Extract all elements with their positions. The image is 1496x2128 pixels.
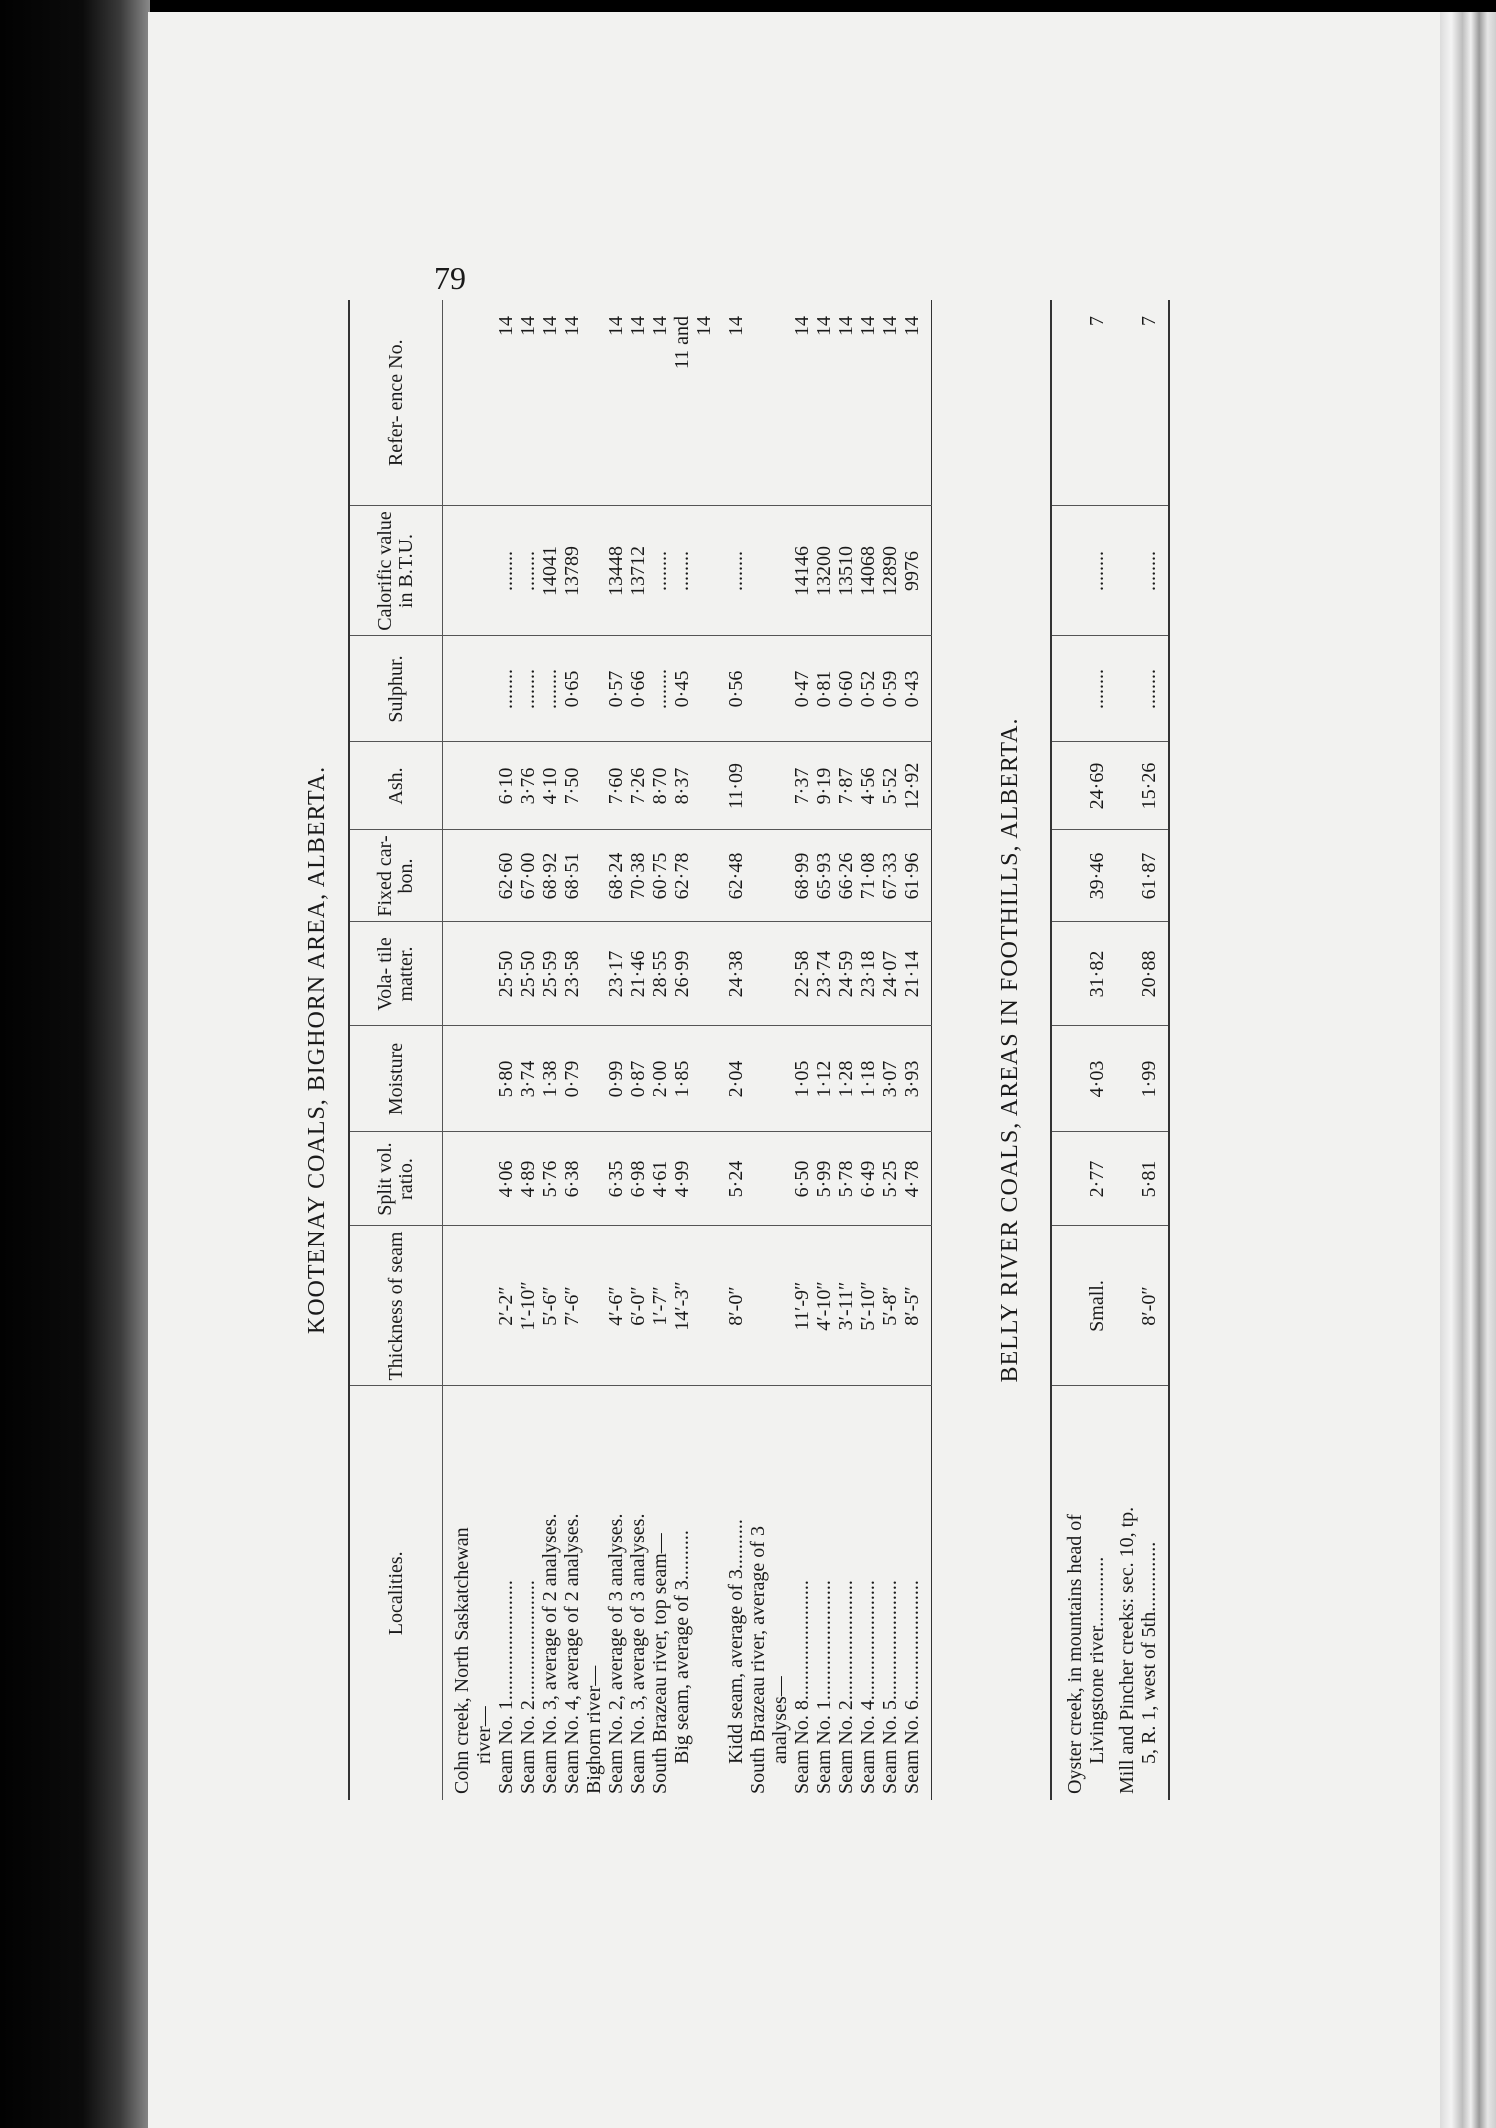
cell-split-vol-ratio	[747, 1132, 769, 1226]
cell-thickness: 2′-2″	[495, 1226, 517, 1386]
cell-locality: Mill and Pincher creeks: sec. 10, tp.	[1116, 1386, 1138, 1800]
cell-ash: 4·10	[539, 742, 561, 830]
cell-split-vol-ratio: 4·99	[671, 1132, 693, 1226]
cell-fixed-carbon: 61·96	[901, 830, 932, 922]
cell-split-vol-ratio	[473, 1132, 495, 1226]
cell-reference-no: 14	[835, 316, 857, 336]
belly-river-table-body	[1051, 300, 1169, 1800]
cell-locality: Livingstone river..............	[1086, 1386, 1116, 1800]
cell-split-vol-ratio	[693, 1132, 725, 1226]
cell-volatile-matter: 26·99	[671, 922, 693, 1026]
table-row	[747, 300, 769, 1800]
table-row	[791, 300, 813, 1800]
cell-volatile-matter: 25·50	[495, 922, 517, 1026]
cell-ash: 8·70	[649, 742, 671, 830]
cell-thickness: 11′-9″	[791, 1226, 813, 1386]
cell-split-vol-ratio: 6·50	[791, 1132, 813, 1226]
cell-sulphur: ........	[649, 636, 671, 742]
cell-sulphur	[747, 636, 769, 742]
cell-locality: Seam No. 4, average of 2 analyses.	[561, 1386, 583, 1800]
table-row	[583, 300, 605, 1800]
cell-thickness	[747, 1226, 769, 1386]
table-row	[495, 300, 517, 1800]
cell-calorific-value: ........	[649, 506, 671, 636]
cell-locality: Seam No. 8........................	[791, 1386, 813, 1800]
table-row	[605, 300, 627, 1800]
cell-volatile-matter: 23·74	[813, 922, 835, 1026]
cell-reference-no: 14	[791, 316, 813, 336]
cell-volatile-matter: 22·58	[791, 922, 813, 1026]
cell-sulphur	[1116, 636, 1138, 742]
table-row	[1086, 300, 1116, 1800]
cell-locality: Seam No. 5........................	[879, 1386, 901, 1800]
cell-sulphur: 0·45	[671, 636, 693, 742]
cell-reference-no: 14	[649, 316, 671, 336]
cell-volatile-matter	[473, 922, 495, 1026]
cell-split-vol-ratio: 2·77	[1086, 1132, 1116, 1226]
table-row	[1116, 300, 1138, 1800]
cell-split-vol-ratio: 6·35	[605, 1132, 627, 1226]
cell-calorific-value: 13510	[835, 506, 857, 636]
cell-calorific-value: 13448	[605, 506, 627, 636]
cell-ash: 7·60	[605, 742, 627, 830]
rotated-content	[300, 260, 1160, 1800]
cell-ash: 24·69	[1086, 742, 1116, 830]
cell-ash: 7·26	[627, 742, 649, 830]
cell-reference-no	[443, 300, 474, 506]
cell-moisture: 1·05	[791, 1026, 813, 1132]
header-localities: Localities.	[349, 1386, 443, 1800]
cell-reference-no: 14	[813, 316, 835, 336]
header-split-vol-ratio: Split vol. ratio.	[349, 1132, 443, 1226]
cell-volatile-matter: 31·82	[1086, 922, 1116, 1026]
cell-locality: Seam No. 1........................	[495, 1386, 517, 1800]
cell-calorific-value	[443, 506, 474, 636]
cell-fixed-carbon: 71·08	[857, 830, 879, 922]
cell-thickness	[443, 1226, 474, 1386]
cell-calorific-value: 14068	[857, 506, 879, 636]
cell-volatile-matter: 28·55	[649, 922, 671, 1026]
cell-locality: Seam No. 6........................	[901, 1386, 932, 1800]
cell-locality: Seam No. 2........................	[517, 1386, 539, 1800]
cell-reference-no: 14	[517, 316, 539, 336]
cell-sulphur: 0·81	[813, 636, 835, 742]
cell-calorific-value: 9976	[901, 506, 932, 636]
cell-ash: 8·37	[671, 742, 693, 830]
table-row	[649, 300, 671, 1800]
cell-split-vol-ratio: 6·49	[857, 1132, 879, 1226]
cell-fixed-carbon: 62·60	[495, 830, 517, 922]
cell-reference-no: 14	[879, 316, 901, 336]
cell-ash: 5·52	[879, 742, 901, 830]
cell-locality: Seam No. 2........................	[835, 1386, 857, 1800]
section-title-belly-river: BELLY RIVER COALS, AREAS IN FOOTHILLS, ALBERTA.	[997, 717, 1023, 1383]
header-thickness: Thickness of seam	[349, 1226, 443, 1386]
cell-moisture	[443, 1026, 474, 1132]
cell-locality: Oyster creek, in mountains head of	[1051, 1386, 1086, 1800]
table-header-row	[349, 300, 443, 1800]
cell-split-vol-ratio: 5·99	[813, 1132, 835, 1226]
cell-sulphur: 0·59	[879, 636, 901, 742]
cell-split-vol-ratio: 5·81	[1138, 1132, 1169, 1226]
table-row	[835, 300, 857, 1800]
cell-volatile-matter	[769, 922, 791, 1026]
cell-split-vol-ratio	[583, 1132, 605, 1226]
cell-locality: Bighorn river—	[583, 1386, 605, 1800]
cell-sulphur: ........	[539, 636, 561, 742]
table-row	[879, 300, 901, 1800]
cell-volatile-matter: 25·59	[539, 922, 561, 1026]
cell-calorific-value: 13789	[561, 506, 583, 636]
cell-moisture: 3·74	[517, 1026, 539, 1132]
cell-ash: 7·50	[561, 742, 583, 830]
cell-fixed-carbon: 68·51	[561, 830, 583, 922]
table-row	[769, 300, 791, 1800]
cell-sulphur: ........	[495, 636, 517, 742]
table-row	[517, 300, 539, 1800]
cell-sulphur	[583, 636, 605, 742]
cell-ash: 9·19	[813, 742, 835, 830]
cell-fixed-carbon: 39·46	[1086, 830, 1116, 922]
cell-sulphur	[1051, 636, 1086, 742]
cell-reference-no: 14	[901, 316, 923, 336]
cell-volatile-matter	[443, 922, 474, 1026]
cell-calorific-value: 13200	[813, 506, 835, 636]
cell-calorific-value	[747, 506, 769, 636]
cell-thickness: 5′-8″	[879, 1226, 901, 1386]
cell-sulphur	[443, 636, 474, 742]
cell-ash	[1051, 742, 1086, 830]
cell-split-vol-ratio: 5·78	[835, 1132, 857, 1226]
book-spine	[0, 0, 150, 2128]
cell-ash	[473, 742, 495, 830]
cell-calorific-value: ........	[1138, 506, 1169, 636]
cell-fixed-carbon: 65·93	[813, 830, 835, 922]
cell-sulphur: 0·56	[725, 636, 747, 742]
cell-sulphur: 0·57	[605, 636, 627, 742]
cell-volatile-matter	[693, 922, 725, 1026]
cell-locality: Seam No. 1........................	[813, 1386, 835, 1800]
cell-fixed-carbon: 67·33	[879, 830, 901, 922]
cell-volatile-matter: 23·18	[857, 922, 879, 1026]
cell-sulphur: 0·47	[791, 636, 813, 742]
cell-thickness: 1′-7″	[649, 1226, 671, 1386]
cell-moisture: 1·85	[671, 1026, 693, 1132]
cell-reference-no: 14	[627, 316, 649, 336]
cell-fixed-carbon: 70·38	[627, 830, 649, 922]
cell-ash: 12·92	[901, 742, 932, 830]
cell-reference-no: 14	[561, 316, 583, 336]
cell-sulphur: 0·52	[857, 636, 879, 742]
belly-river-coals-table	[1050, 300, 1170, 1800]
cell-thickness: 6′-0″	[627, 1226, 649, 1386]
cell-thickness: 5′-10″	[857, 1226, 879, 1386]
cell-locality: Big seam, average of 3..........	[671, 1386, 693, 1800]
cell-ash: 4·56	[857, 742, 879, 830]
cell-split-vol-ratio	[769, 1132, 791, 1226]
cell-ash	[747, 742, 769, 830]
cell-reference-no	[769, 300, 791, 506]
cell-thickness: 4′-10″	[813, 1226, 835, 1386]
cell-fixed-carbon: 61·87	[1138, 830, 1169, 922]
cell-calorific-value: ........	[1086, 506, 1116, 636]
table-row	[813, 300, 835, 1800]
cell-thickness: 8′-0″	[725, 1226, 747, 1386]
table-row	[671, 300, 693, 1800]
cell-calorific-value: ........	[725, 506, 747, 636]
cell-sulphur: 0·43	[901, 636, 932, 742]
cell-moisture	[693, 1026, 725, 1132]
cell-volatile-matter	[1116, 922, 1138, 1026]
cell-thickness: 8′-0″	[1138, 1226, 1169, 1386]
cell-sulphur	[473, 636, 495, 742]
table-row	[1138, 300, 1169, 1800]
cell-split-vol-ratio: 4·78	[901, 1132, 932, 1226]
cell-split-vol-ratio	[443, 1132, 474, 1226]
cell-calorific-value: ........	[517, 506, 539, 636]
cell-moisture: 0·87	[627, 1026, 649, 1132]
cell-moisture	[747, 1026, 769, 1132]
cell-volatile-matter: 21·14	[901, 922, 932, 1026]
cell-thickness	[473, 1226, 495, 1386]
header-ash: Ash.	[349, 742, 443, 830]
cell-locality: Seam No. 4........................	[857, 1386, 879, 1800]
cell-split-vol-ratio: 4·06	[495, 1132, 517, 1226]
cell-volatile-matter: 20·88	[1138, 922, 1169, 1026]
cell-volatile-matter: 24·59	[835, 922, 857, 1026]
cell-fixed-carbon	[583, 830, 605, 922]
cell-reference-no: 14	[539, 316, 561, 336]
cell-moisture: 4·03	[1086, 1026, 1116, 1132]
cell-split-vol-ratio	[1051, 1132, 1086, 1226]
cell-reference-no: 14	[693, 316, 715, 336]
cell-thickness: 4′-6″	[605, 1226, 627, 1386]
cell-calorific-value	[769, 506, 791, 636]
cell-calorific-value: ........	[671, 506, 693, 636]
cell-thickness: Small.	[1086, 1226, 1116, 1386]
cell-locality: river—	[473, 1386, 495, 1800]
header-calorific-value: Calorific value in B.T.U.	[349, 506, 443, 636]
cell-locality: South Brazeau river, top seam—	[649, 1386, 671, 1800]
cell-reference-no: 14	[605, 316, 627, 336]
cell-fixed-carbon	[473, 830, 495, 922]
cell-sulphur	[693, 636, 725, 742]
cell-reference-no	[1051, 300, 1086, 506]
cell-thickness: 3′-11″	[835, 1226, 857, 1386]
cell-locality: Kidd seam, average of 3..........	[725, 1386, 747, 1800]
cell-ash	[443, 742, 474, 830]
cell-calorific-value	[1051, 506, 1086, 636]
cell-fixed-carbon	[693, 830, 725, 922]
cell-reference-no	[1116, 300, 1138, 506]
cell-moisture	[1051, 1026, 1086, 1132]
cell-fixed-carbon: 66·26	[835, 830, 857, 922]
cell-moisture: 1·12	[813, 1026, 835, 1132]
cell-split-vol-ratio: 6·98	[627, 1132, 649, 1226]
cell-locality	[693, 1386, 725, 1800]
cell-locality: Cohn creek, North Saskatchewan	[443, 1386, 474, 1800]
table-row	[725, 300, 747, 1800]
cell-reference-no: 14	[725, 316, 747, 336]
table-row	[443, 300, 474, 1800]
cell-fixed-carbon	[1116, 830, 1138, 922]
header-moisture: Moisture	[349, 1026, 443, 1132]
table-row	[693, 300, 725, 1800]
cell-reference-no: 11 and	[671, 316, 693, 370]
cell-calorific-value: 14041	[539, 506, 561, 636]
table-row	[901, 300, 932, 1800]
cell-calorific-value	[1116, 506, 1138, 636]
cell-moisture: 5·80	[495, 1026, 517, 1132]
cell-locality: Seam No. 2, average of 3 analyses.	[605, 1386, 627, 1800]
table-row	[857, 300, 879, 1800]
cell-ash	[583, 742, 605, 830]
cell-split-vol-ratio: 5·24	[725, 1132, 747, 1226]
cell-calorific-value	[583, 506, 605, 636]
cell-moisture: 3·07	[879, 1026, 901, 1132]
cell-sulphur: ........	[1138, 636, 1169, 742]
cell-moisture: 0·79	[561, 1026, 583, 1132]
cell-thickness: 5′-6″	[539, 1226, 561, 1386]
cell-moisture: 3·93	[901, 1026, 932, 1132]
table-row	[627, 300, 649, 1800]
cell-locality: 5, R. 1, west of 5th..............	[1138, 1386, 1169, 1800]
cell-thickness: 7′-6″	[561, 1226, 583, 1386]
cell-fixed-carbon	[1051, 830, 1086, 922]
cell-ash: 7·37	[791, 742, 813, 830]
cell-reference-no: 7	[1138, 316, 1160, 326]
cell-thickness	[583, 1226, 605, 1386]
table-row	[539, 300, 561, 1800]
page-edge	[1440, 12, 1496, 2128]
section-title-kootenay: KOOTENAY COALS, BIGHORN AREA, ALBERTA.	[304, 765, 330, 1335]
cell-volatile-matter	[747, 922, 769, 1026]
cell-sulphur: ........	[517, 636, 539, 742]
cell-fixed-carbon	[747, 830, 769, 922]
cell-moisture: 2·04	[725, 1026, 747, 1132]
cell-thickness	[1051, 1226, 1086, 1386]
cell-moisture	[473, 1026, 495, 1132]
cell-volatile-matter	[583, 922, 605, 1026]
table-row	[473, 300, 495, 1800]
cell-locality: analyses—	[769, 1386, 791, 1800]
cell-split-vol-ratio: 4·89	[517, 1132, 539, 1226]
cell-fixed-carbon: 68·92	[539, 830, 561, 922]
cell-moisture: 1·18	[857, 1026, 879, 1132]
cell-locality: South Brazeau river, average of 3	[747, 1386, 769, 1800]
cell-reference-no	[583, 300, 605, 506]
cell-fixed-carbon: 68·24	[605, 830, 627, 922]
cell-ash: 7·87	[835, 742, 857, 830]
cell-moisture	[583, 1026, 605, 1132]
cell-calorific-value	[693, 506, 725, 636]
cell-sulphur: 0·65	[561, 636, 583, 742]
page-number: 79	[434, 260, 466, 296]
kootenay-coals-table	[348, 300, 932, 1800]
cell-thickness: 1′-10″	[517, 1226, 539, 1386]
header-reference-no: Refer- ence No.	[349, 300, 443, 506]
cell-calorific-value: ........	[495, 506, 517, 636]
cell-split-vol-ratio: 5·76	[539, 1132, 561, 1226]
cell-split-vol-ratio: 4·61	[649, 1132, 671, 1226]
table-row	[1051, 300, 1086, 1800]
cell-volatile-matter: 25·50	[517, 922, 539, 1026]
cell-reference-no: 14	[495, 316, 517, 336]
cell-calorific-value: 12890	[879, 506, 901, 636]
cell-volatile-matter: 23·58	[561, 922, 583, 1026]
cell-thickness	[1116, 1226, 1138, 1386]
cell-calorific-value: 13712	[627, 506, 649, 636]
cell-fixed-carbon: 60·75	[649, 830, 671, 922]
cell-ash	[1116, 742, 1138, 830]
cell-volatile-matter: 23·17	[605, 922, 627, 1026]
header-sulphur: Sulphur.	[349, 636, 443, 742]
cell-moisture: 1·28	[835, 1026, 857, 1132]
cell-ash: 11·09	[725, 742, 747, 830]
cell-moisture: 2·00	[649, 1026, 671, 1132]
cell-fixed-carbon	[443, 830, 474, 922]
cell-ash	[693, 742, 725, 830]
cell-fixed-carbon: 62·78	[671, 830, 693, 922]
header-volatile-matter: Vola- tile matter.	[349, 922, 443, 1026]
cell-split-vol-ratio: 6·38	[561, 1132, 583, 1226]
cell-thickness: 8′-5″	[901, 1226, 932, 1386]
cell-reference-no	[747, 300, 769, 506]
cell-moisture	[1116, 1026, 1138, 1132]
cell-thickness	[769, 1226, 791, 1386]
cell-moisture: 0·99	[605, 1026, 627, 1132]
cell-moisture: 1·99	[1138, 1026, 1169, 1132]
cell-moisture: 1·38	[539, 1026, 561, 1132]
cell-moisture	[769, 1026, 791, 1132]
cell-volatile-matter: 24·38	[725, 922, 747, 1026]
cell-sulphur: 0·66	[627, 636, 649, 742]
cell-fixed-carbon: 62·48	[725, 830, 747, 922]
cell-ash: 15·26	[1138, 742, 1169, 830]
cell-ash: 6·10	[495, 742, 517, 830]
cell-volatile-matter: 21·46	[627, 922, 649, 1026]
cell-fixed-carbon: 68·99	[791, 830, 813, 922]
cell-reference-no	[473, 300, 495, 506]
cell-calorific-value: 14146	[791, 506, 813, 636]
table-row	[561, 300, 583, 1800]
cell-sulphur: 0·60	[835, 636, 857, 742]
cell-ash	[769, 742, 791, 830]
cell-thickness: 14′-3″	[671, 1226, 693, 1386]
cell-fixed-carbon: 67·00	[517, 830, 539, 922]
cell-reference-no: 14	[857, 316, 879, 336]
cell-sulphur: ........	[1086, 636, 1116, 742]
kootenay-table-body	[443, 300, 932, 1800]
cell-ash: 3·76	[517, 742, 539, 830]
cell-calorific-value	[473, 506, 495, 636]
header-fixed-carbon: Fixed car- bon.	[349, 830, 443, 922]
cell-volatile-matter: 24·07	[879, 922, 901, 1026]
cell-sulphur	[769, 636, 791, 742]
cell-fixed-carbon	[769, 830, 791, 922]
cell-split-vol-ratio	[1116, 1132, 1138, 1226]
cell-locality: Seam No. 3, average of 3 analyses.	[627, 1386, 649, 1800]
cell-locality: Seam No. 3, average of 2 analyses.	[539, 1386, 561, 1800]
cell-thickness	[693, 1226, 725, 1386]
cell-split-vol-ratio: 5·25	[879, 1132, 901, 1226]
cell-reference-no: 7	[1086, 316, 1108, 326]
cell-volatile-matter	[1051, 922, 1086, 1026]
